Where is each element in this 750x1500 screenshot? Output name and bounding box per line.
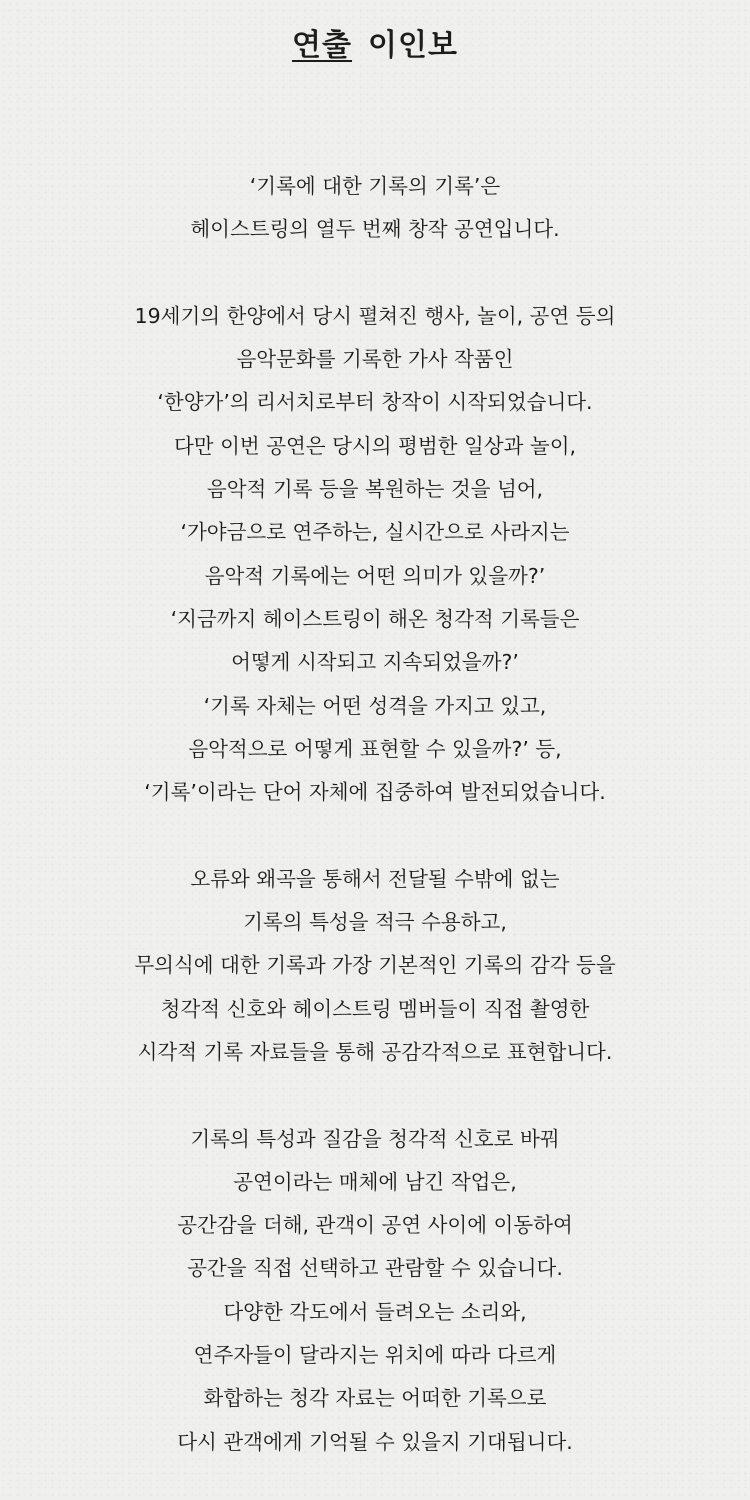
text-line: 다만 이번 공연은 당시의 평범한 일상과 놀이, xyxy=(173,433,577,458)
text-line: 음악적 기록에는 어떤 의미가 있을까?’ xyxy=(204,563,546,588)
text-line: 오류와 왜곡을 통해서 전달될 수밖에 없는 xyxy=(190,866,560,891)
text-line: 기록의 특성과 질감을 청각적 신호로 바꿔 xyxy=(190,1126,560,1151)
text-line: 무의식에 대한 기록과 가장 기본적인 기록의 감각 등을 xyxy=(134,953,616,978)
text-line: ‘한양가’의 리서치로부터 창작이 시작되었습니다. xyxy=(157,390,593,415)
text-line: ‘기록 자체는 어떤 성격을 가지고 있고, xyxy=(203,693,547,718)
text-line: 공간을 직접 선택하고 관람할 수 있습니다. xyxy=(187,1256,563,1281)
text-line: 공연이라는 매체에 남긴 작업은, xyxy=(233,1169,517,1194)
paragraph-4 xyxy=(0,1118,750,1464)
text-line: 연주자들이 달라지는 위치에 따라 다르게 xyxy=(193,1343,557,1368)
paragraph-2 xyxy=(0,295,750,815)
text-line: 공간감을 더해, 관객이 공연 사이에 이동하여 xyxy=(177,1213,573,1238)
page-title xyxy=(0,20,750,72)
paragraph-1 xyxy=(0,165,750,252)
text-line: 음악적으로 어떻게 표현할 수 있을까?’ 등, xyxy=(188,736,562,761)
paragraph-3 xyxy=(0,858,750,1074)
director-statement xyxy=(0,165,750,1464)
text-line: ‘기록’이라는 단어 자체에 집중하여 발전되었습니다. xyxy=(144,780,606,805)
text-line: 어떻게 시작되고 지속되었을까?’ xyxy=(231,650,519,675)
text-line: 다시 관객에게 기억될 수 있을지 기대됩니다. xyxy=(177,1429,573,1454)
text-line: 화합하는 청각 자료는 어떠한 기록으로 xyxy=(203,1386,547,1411)
text-line: 음악문화를 기록한 가사 작품인 xyxy=(236,347,514,372)
text-line: 19세기의 한양에서 당시 펼쳐진 행사, 놀이, 공연 등의 xyxy=(134,303,616,328)
director-name: 이인보 xyxy=(368,28,458,63)
text-line: 다양한 각도에서 들려오는 소리와, xyxy=(223,1299,527,1324)
text-line: ‘가야금으로 연주하는, 실시간으로 사라지는 xyxy=(180,520,570,545)
text-line: ‘지금까지 헤이스트링이 해온 청각적 기록들은 xyxy=(170,606,580,631)
text-line: 음악적 기록 등을 복원하는 것을 넘어, xyxy=(206,477,544,502)
role-label: 연출 xyxy=(292,28,352,63)
text-line: 청각적 신호와 헤이스트링 멤버들이 직접 촬영한 xyxy=(160,996,590,1021)
text-line: 기록의 특성을 적극 수용하고, xyxy=(243,910,507,935)
text-line: 시각적 기록 자료들을 통해 공감각적으로 표현합니다. xyxy=(137,1039,613,1064)
text-line: ‘기록에 대한 기록의 기록’은 xyxy=(249,174,501,198)
text-line: 헤이스트링의 열두 번째 창작 공연입니다. xyxy=(190,217,560,242)
